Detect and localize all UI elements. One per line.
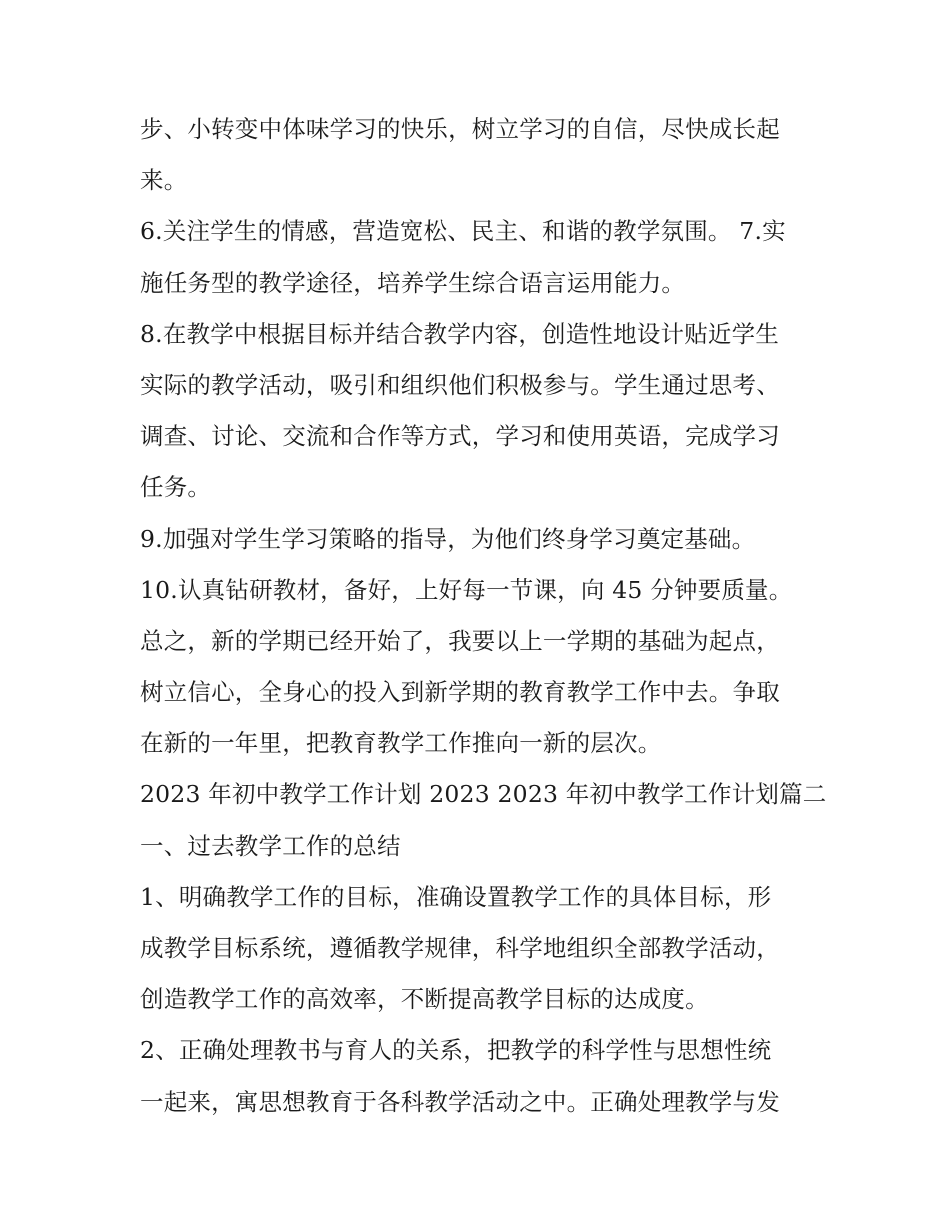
text-line: 6.关注学生的情感，营造宽松、民主、和谐的教学氛围。 7.实 — [140, 217, 786, 246]
text-line: 在新的一年里，把教育教学工作推向一新的层次。 — [140, 729, 662, 758]
text-line: 8.在教学中根据目标并结合教学内容，创造性地设计贴近学生 — [140, 319, 780, 348]
text-line: 树立信心，全身心的投入到新学期的教育教学工作中去。争取 — [140, 678, 780, 707]
text-line: 1、明确教学工作的目标，准确设置教学工作的具体目标，形 — [140, 882, 772, 911]
section-heading: 2023 年初中教学工作计划 2023 2023 年初中教学工作计划篇二 — [140, 780, 827, 809]
text-line: 调查、讨论、交流和合作等方式，学习和使用英语，完成学习 — [140, 422, 780, 451]
text-line: 一起来，寓思想教育于各科教学活动之中。正确处理教学与发 — [140, 1087, 780, 1116]
text-line: 2、正确处理教书与育人的关系，把教学的科学性与思想性统 — [140, 1036, 772, 1065]
text-line: 成教学目标系统，遵循教学规律，科学地组织全部教学活动， — [140, 934, 780, 962]
text-line: 10.认真钻研教材，备好，上好每一节课，向 45 分钟要质量。 — [140, 575, 793, 604]
text-line: 任务。 — [140, 473, 212, 502]
text-line: 步、小转变中体味学习的快乐，树立学习的自信，尽快成长起 — [140, 115, 780, 143]
subsection-heading: 一、过去教学工作的总结 — [140, 831, 401, 860]
text-line: 来。 — [140, 166, 188, 195]
text-line: 9.加强对学生学习策略的指导，为他们终身学习奠定基础。 — [140, 524, 756, 553]
text-line: 总之，新的学期已经开始了，我要以上一学期的基础为起点， — [140, 626, 780, 655]
text-line: 施任务型的教学途径，培养学生综合语言运用能力。 — [140, 268, 686, 297]
text-line: 实际的教学活动，吸引和组织他们积极参与。学生通过思考、 — [140, 370, 780, 399]
document-body — [140, 104, 827, 1128]
text-line: 创造教学工作的高效率，不断提高教学目标的达成度。 — [140, 985, 709, 1014]
